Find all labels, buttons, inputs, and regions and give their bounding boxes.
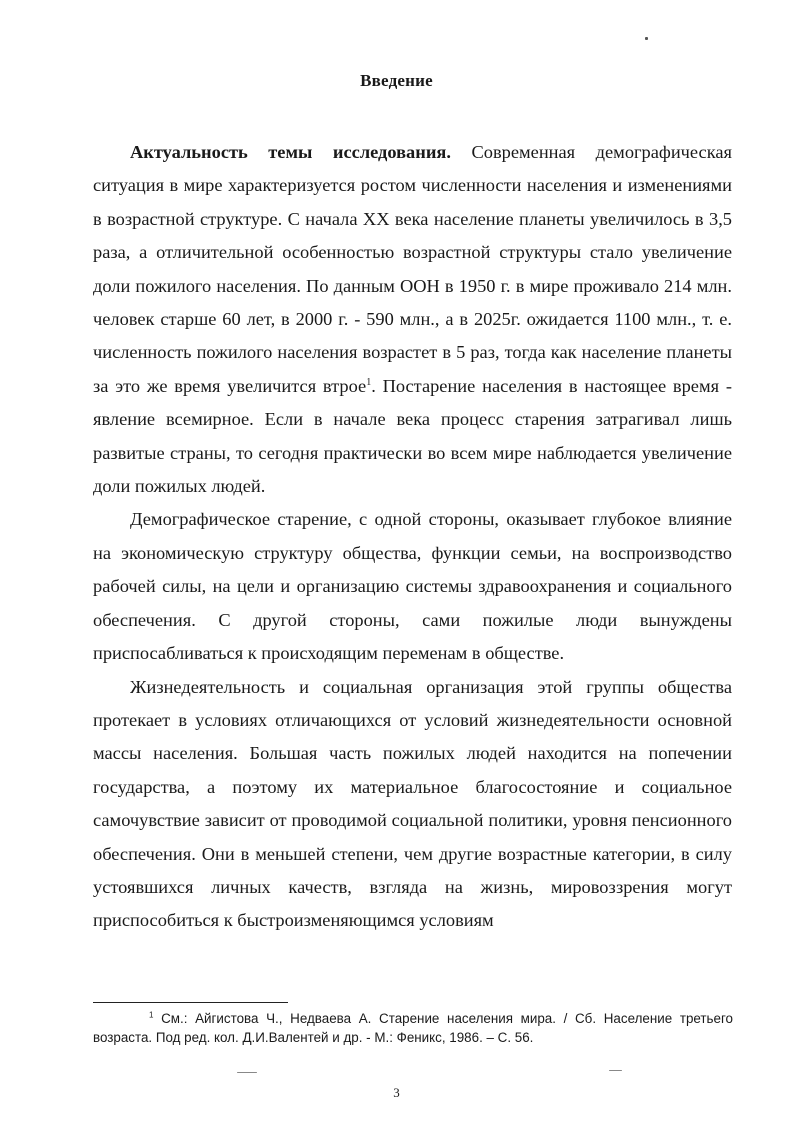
footnote [93,1009,733,1047]
page-number: 3 [393,1085,400,1100]
paragraph-text: Современная демографическая ситуация в мире характеризуется ростом численности населения и изменениями в возрастной структуре. С начала XX века население планеты увеличилось в 3,5 раза, а отличительной особенностью возрастной структуры стало увеличение доли пожилого населения. По данным ООН в 1950 г. в мире проживало 214 млн. человек старше 60 лет, в 2000 г. - 590 млн., а в 2025г. ожидается 1100 млн., т. е. численность пожилого населения возрастет в 5 раз, тогда как население планеты за это же время увеличится втрое [93,142,732,396]
scan-speck [237,1072,257,1073]
paragraph-lead: Актуальность темы исследования. [130,142,451,162]
paragraph-2: Демографическое старение, с одной стороны, оказывает глубокое влияние на экономическую структуру общества, функции семьи, на воспроизводство рабочей силы, на цели и организацию системы здравоохранения и социального обеспечения. С другой стороны, сами пожилые люди вынуждены приспосабливаться к происходящим переменам в обществе. [93,509,732,664]
paragraph-3: Жизнедеятельность и социальная организация этой группы общества протекает в условиях отличающихся от условий жизнедеятельности основной массы населения. Большая часть пожилых людей находится на попечении государства, а поэтому их материальное благосостояние и социальное самочувствие зависит от проводимой социальной политики, уровня пенсионного обеспечения. Они в меньшей степени, чем другие возрастные категории, в силу устоявшихся личных качеств, взгляда на жизнь, мировоззрения могут приспособиться к быстроизменяющимся условиям [93,676,732,931]
scan-speck [609,1070,622,1071]
footnote-text: См.: Айгистова Ч., Недваева А. Старение населения мира. / Сб. Население третьего возраста. Под ред. кол. Д.И.Валентей и др. - М.: Феникс, 1986. – С. 56. [93,1011,733,1045]
footnote-reference[interactable]: 1 [366,376,372,388]
body-text [93,136,732,938]
page-title: Введение [360,71,433,90]
paragraph-text: . Постарение населения в настоящее время - явление всемирное. Если в начале века процесс старения затрагивал лишь развитые страны, то сегодня практически во всем мире наблюдается увеличение доли пожилых людей. [93,375,732,497]
paragraph-1 [93,136,732,503]
footnote-marker: 1 [149,1010,154,1020]
scan-speck [645,37,648,40]
footnote-divider [93,1002,288,1003]
